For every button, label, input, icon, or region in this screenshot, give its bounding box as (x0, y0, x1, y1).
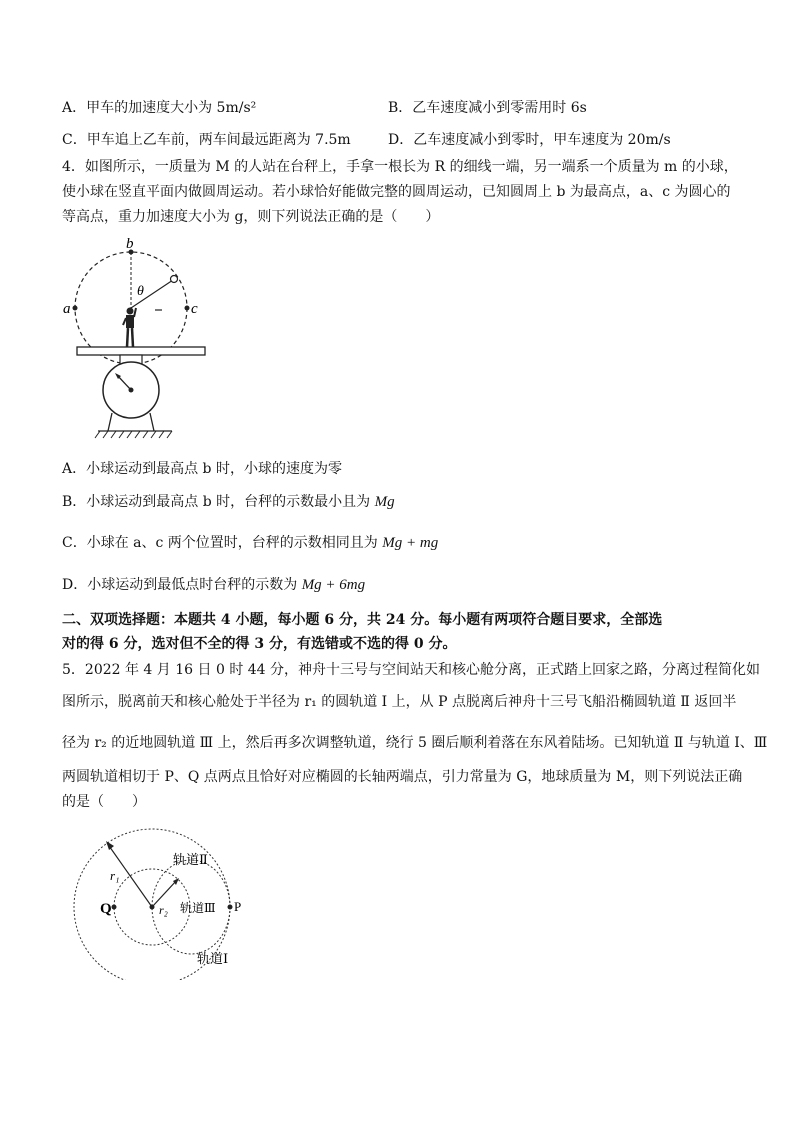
person-icon (123, 308, 136, 347)
q5-stem-line-4: 两圆轨道相切于 P、Q 点两点且恰好对应椭圆的长轴两端点，引力常量为 G，地球质量为 M，则下列说法正确 (62, 769, 743, 785)
point-q-dot (112, 905, 117, 910)
label-r2: r₂ (159, 903, 168, 917)
q3-option-b: B．乙车速度减小到零需用时 6s (388, 100, 587, 116)
scale-platform (77, 347, 205, 355)
label-p: P (234, 899, 242, 914)
q4-stem-line-1: 4．如图所示，一质量为 M 的人站在台秤上，手拿一根长为 R 的细线一端，另一端系一个质量为 m 的小球， (62, 159, 738, 175)
q3-option-d: D．乙车速度减小到零时，甲车速度为 20m/s (388, 132, 671, 148)
point-a-dot (73, 306, 78, 311)
q4-option-c (62, 533, 438, 553)
label-r1: r₁ (110, 868, 120, 883)
label-c: c (191, 301, 198, 317)
q4-option-b-math: Mg (374, 494, 395, 510)
q4-option-c-text: C．小球在 a、c 两个位置时，台秤的示数相同且为 (62, 535, 383, 551)
label-a: a (63, 301, 71, 317)
q5-stem-line-2: 图所示，脱离前天和核心舱处于半径为 r₁ 的圆轨道 Ⅰ 上，从 P 点脱离后神舟十三号飞船沿椭圆轨道 Ⅱ 返回半 (62, 694, 737, 710)
label-orbit3: 轨道Ⅲ (180, 901, 216, 915)
label-q: Q (100, 901, 112, 917)
q3-option-a: A．甲车的加速度大小为 5m/s² (62, 100, 257, 116)
ground-hatch (95, 431, 172, 438)
point-p-dot (228, 905, 233, 910)
q4-option-d-math: Mg + 6mg (301, 577, 366, 593)
q4-stem-line-2: 使小球在竖直平面内做圆周运动。若小球恰好能做完整的圆周运动，已知圆周上 b 为最高点，a、c 为圆心的 (62, 184, 731, 200)
q5-stem-line-5: 的是（ ） (62, 794, 146, 810)
section2-heading-line-2: 对的得 6 分，选对但不全的得 3 分，有选错或不选的得 0 分。 (62, 636, 457, 652)
q4-option-b (62, 492, 395, 512)
r1-arrowhead (106, 841, 114, 850)
ball (171, 276, 178, 283)
scale-leg-right (150, 413, 154, 431)
label-orbit2: 轨道Ⅱ (173, 852, 208, 867)
scale-leg-left (108, 413, 112, 431)
label-orbit1: 轨道Ⅰ (197, 951, 229, 966)
label-b: b (126, 236, 134, 252)
q4-option-d (62, 575, 365, 595)
q5-stem-line-1: 5．2022 年 4 月 16 日 0 时 44 分，神舟十三号与空间站天和核心舱分离，正式踏上回家之路，分离过程简化如 (62, 662, 761, 678)
q4-option-c-math: Mg + mg (382, 535, 439, 551)
q4-option-b-text: B．小球运动到最高点 b 时，台秤的示数最小且为 (62, 494, 375, 510)
q4-stem-line-3: 等高点，重力加速度大小为 g，则下列说法正确的是（ ） (62, 209, 440, 225)
q3-option-c: C．甲车追上乙车前，两车间最远距离为 7.5m (62, 132, 351, 148)
q4-option-d-text: D．小球运动到最低点时台秤的示数为 (62, 577, 302, 593)
q5-stem-line-3: 径为 r₂ 的近地圆轨道 Ⅲ 上，然后再多次调整轨道，绕行 5 圈后顺利着落在东风着陆场。已知轨道 Ⅱ 与轨道 Ⅰ、Ⅲ (62, 735, 768, 751)
label-theta: θ (137, 284, 144, 299)
q4-option-a: A．小球运动到最高点 b 时，小球的速度为零 (62, 461, 342, 477)
q5-orbit-figure (70, 820, 260, 980)
q4-figure (60, 235, 220, 445)
point-c-dot (185, 306, 190, 311)
scale-dial-center (129, 388, 134, 393)
section2-heading-line-1: 二、双项选择题：本题共 4 小题，每小题 6 分，共 24 分。每小题有两项符合题目要求，全部选 (62, 612, 663, 628)
